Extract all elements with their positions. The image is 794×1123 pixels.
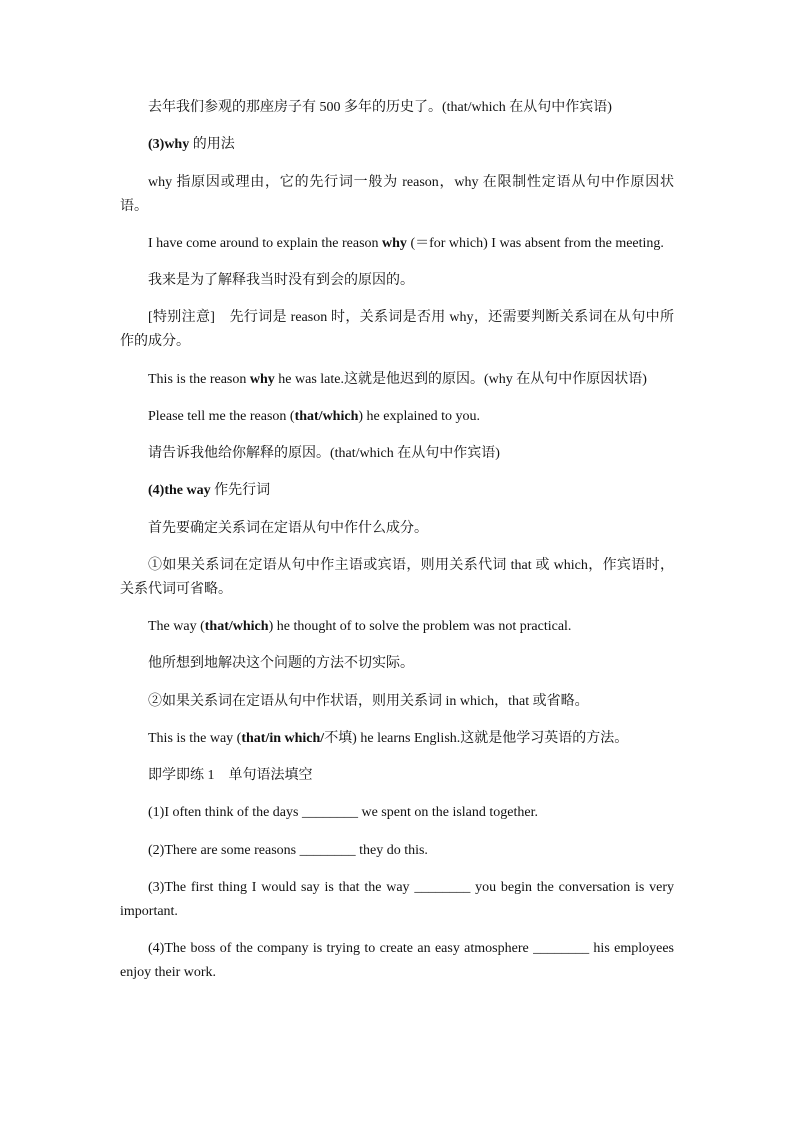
why-example-2-key: why: [249, 371, 275, 387]
why-special-note: [特别注意] 先行词是 reason 时，关系词是否用 why，还需要判断关系词在从句中所作的成分。: [120, 310, 674, 350]
why-example-1-post: (＝for which) I was absent from the meeting.: [406, 235, 664, 251]
the-way-example-2-pre: This is the way (: [148, 730, 242, 746]
the-way-step: 首先要确定关系词在定语从句中作什么成分。: [148, 520, 428, 536]
why-example-3-pre: Please tell me the reason (: [148, 408, 295, 424]
the-way-example-2-post: 不填) he learns English.这就是他学习英语的方法。: [324, 730, 629, 746]
why-usage-heading: [120, 133, 674, 157]
why-example-1-pre: I have come around to explain the reason: [148, 235, 383, 251]
the-way-example-1-pre: The way (: [148, 619, 205, 634]
why-usage-heading-text: 的用法: [189, 137, 235, 153]
why-example-2-pre: This is the reason: [148, 371, 250, 387]
the-way-example-1: [120, 615, 674, 639]
why-example-2: [120, 368, 674, 392]
practice-item-3: (3)The first thing I would say is that the way ________ you begin the conversation is very important.: [120, 879, 674, 919]
practice-item-2: (2)There are some reasons ________ they do this.: [148, 842, 428, 858]
why-example-3-post: ) he explained to you.: [358, 408, 481, 424]
why-example-1: [120, 232, 674, 256]
why-usage-rule: why 指原因或理由，它的先行词一般为 reason，why 在限制性定语从句中作原因状语。: [120, 174, 674, 214]
the-way-rule-2: ②如果关系词在定语从句中作状语，则用关系词 in which，that 或省略。: [148, 693, 589, 709]
practice-title: 即学即练 1 单句语法填空: [148, 768, 313, 783]
why-usage-heading-number: (3)why: [148, 137, 190, 153]
document-body: [120, 96, 674, 998]
the-way-rule-1: ①如果关系词在定语从句中作主语或宾语，则用关系代词 that 或 which，作宾语时，关系代词可省略。: [120, 557, 674, 597]
intro-translation: 去年我们参观的那座房子有 500 多年的历史了。(that/which 在从句中作宾语): [148, 100, 612, 115]
the-way-heading-text: 作先行词: [210, 483, 271, 499]
the-way-example-2-key: that/in which/: [241, 730, 325, 746]
why-example-1-translation: 我来是为了解释我当时没有到会的原因的。: [148, 273, 414, 288]
practice-item-1: (1)I often think of the days ________ we spent on the island together.: [148, 805, 538, 821]
the-way-example-2: [120, 727, 674, 751]
why-example-1-key: why: [382, 235, 407, 251]
the-way-example-1-translation: 他所想到地解决这个问题的方法不切实际。: [148, 656, 414, 672]
why-example-3-key: that/which: [294, 408, 359, 424]
the-way-heading-number: (4)the way: [148, 483, 211, 499]
the-way-example-1-key: that/which: [204, 619, 269, 634]
the-way-example-1-post: ) he thought of to solve the problem was not practical.: [268, 619, 572, 634]
the-way-heading: [120, 479, 674, 503]
practice-item-4: (4)The boss of the company is trying to create an easy atmosphere ________ his employees enjoy their work.: [120, 941, 674, 980]
why-example-2-post: he was late.这就是他迟到的原因。(why 在从句中作原因状语): [274, 371, 647, 387]
why-example-3: [120, 405, 674, 429]
why-example-3-translation: 请告诉我他给你解释的原因。(that/which 在从句中作宾语): [148, 446, 500, 461]
